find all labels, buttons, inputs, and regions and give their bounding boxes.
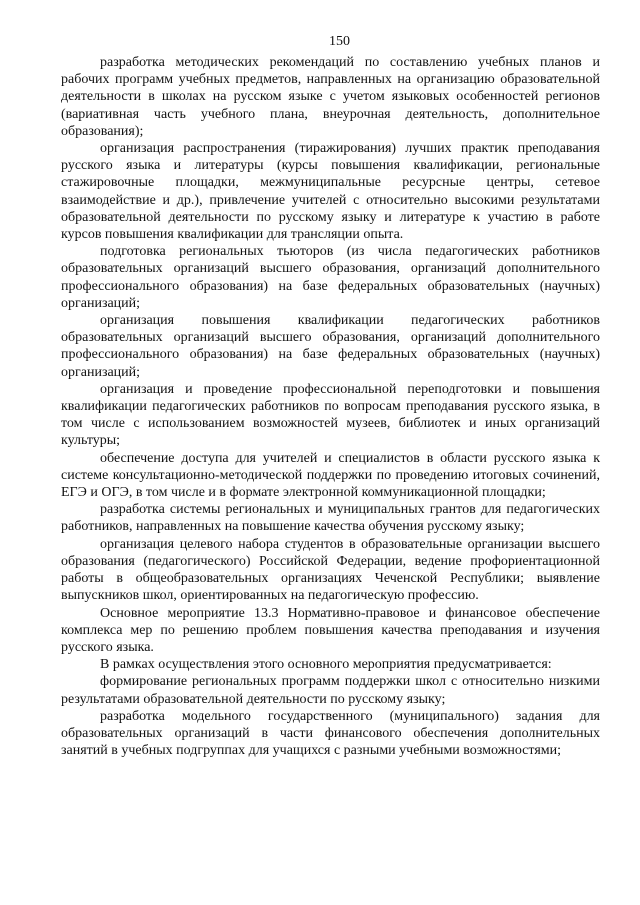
page-number: 150: [329, 34, 350, 49]
paragraph: разработка модельного государственного (муниципального) задания для образовательных организаций в части финансового обеспечения дополнительных занятий в учебных подгруппах для учащихся с разными учебными возможностями;: [61, 708, 600, 759]
paragraph: формирование региональных программ поддержки школ с относительно низкими результатами образовательной деятельности по русскому языку;: [61, 674, 600, 707]
paragraph: разработка методических рекомендаций по составлению учебных планов и рабочих программ учебных предметов, направленных на организацию образовательной деятельности в школах на русском языке с учетом языковых особенностей регионов (вариативная часть учебного плана, внеурочная деятельность, дополнительное образования);: [61, 55, 600, 139]
paragraph: организация повышения квалификации педагогических работников образовательных организаций высшего образования, организаций дополнительного профессионального образования) на базе федеральных образовательных (научных) организаций;: [61, 313, 600, 380]
paragraph: организация целевого набора студентов в образовательные организации высшего образования (педагогического) Российской Федерации, ведение профориентационной работы в общеобразовательных организациях Чеченской Республики; выявление выпускников школ, ориентированных на педагогическую профессию.: [61, 536, 600, 604]
paragraph: разработка системы региональных и муниципальных грантов для педагогических работников, направленных на повышение качества обучения русскому языку;: [61, 502, 600, 535]
section-heading-paragraph: Основное мероприятие 13.3 Нормативно-правовое и финансовое обеспечение комплекса мер по решению проблем повышения качества преподавания и изучения русского языка.: [61, 605, 600, 655]
paragraph: В рамках осуществления этого основного мероприятия предусматривается:: [100, 657, 552, 673]
paragraph: подготовка региональных тьюторов (из числа педагогических работников образовательных организаций высшего образования, организаций дополнительного профессионального образования) на базе федеральных образовательных (научных) организаций;: [61, 244, 600, 311]
paragraph: обеспечение доступа для учителей и специалистов в области русского языка к системе консультационно-методической поддержки по проведению итоговых сочинений, ЕГЭ и ОГЭ, в том числе и в формате электронной коммуникационной площадки;: [61, 450, 600, 501]
paragraph: организация распространения (тиражирования) лучших практик преподавания русского языка и литературы (курсы повышения квалификации, региональные стажировочные площадки, межмуниципальные ресурсные центры, сетевое взаимодействие и др.), привлечение учителей с относительно высокими результатами образовательной деятельности по русскому языку и литературе к участию в работе курсов повышения квалификации для трансляции опыта.: [61, 141, 600, 243]
paragraph: организация и проведение профессиональной переподготовки и повышения квалификации педагогических работников по вопросам преподавания русского языка, в том числе с использованием возможностей музеев, библиотек и иных организаций культуры;: [61, 381, 600, 449]
